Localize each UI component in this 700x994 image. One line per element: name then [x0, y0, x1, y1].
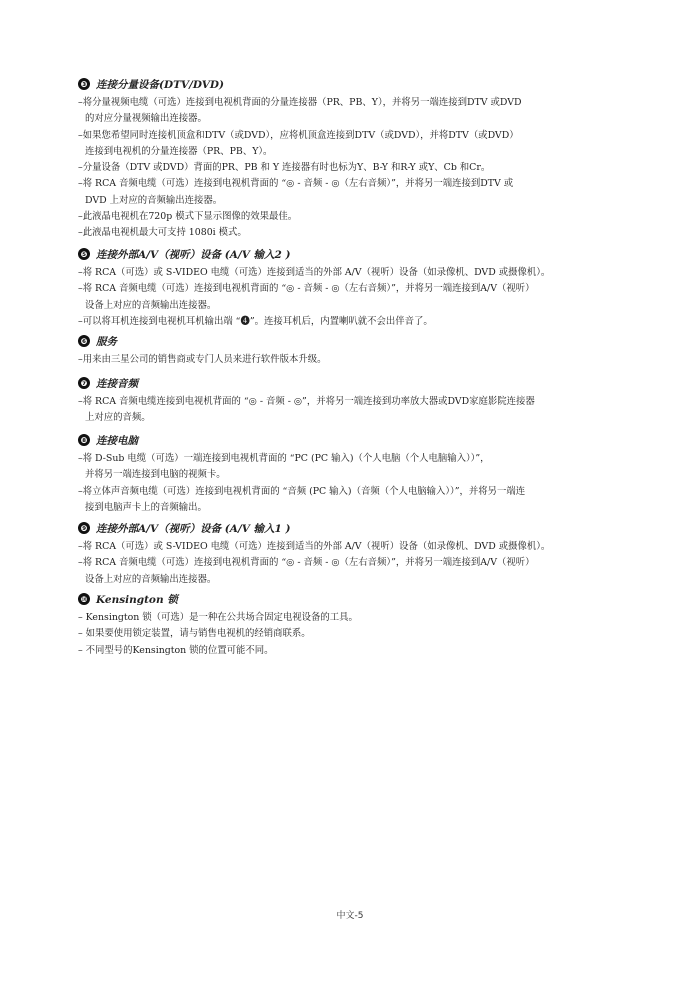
text-line: –可以将耳机连接到电视机耳机输出端 “❹”。连接耳机后，内置喇叭就不会出伴音了。 — [78, 315, 433, 327]
section — [78, 432, 648, 516]
section-number-badge: ❸ — [78, 78, 90, 90]
text-line: – 不同型号的Kensington 锁的位置可能不同。 — [78, 644, 274, 656]
text-line: –将立体声音频电缆（可选）连接到电视机背面的 “音频 (PC 输入)（音频（个人电脑输入））”，并将另一端连 — [78, 485, 526, 497]
text-line: –将 RCA 音频电缆（可选）连接到电视机背面的 “◎ - 音频 - ◎（左右音频）”，并将另一端连接到DTV 或 — [78, 178, 514, 190]
text-line: –用来由三星公司的销售商或专门人员来进行软件版本升级。 — [78, 354, 327, 365]
section-title: 服务 — [96, 335, 117, 348]
section-number-badge: ❾ — [78, 522, 90, 534]
text-line: –将 RCA 音频电缆连接到电视机背面的 “◎ - 音频 - ◎”，并将另一端连接到功率放大器或DVD家庭影院连接器 — [78, 396, 535, 407]
text-line: DVD 上对应的音频输出连接器。 — [85, 194, 223, 206]
text-line: –如果您希望同时连接机顶盒和DTV（或DVD），应将机顶盒连接到DTV（或DVD），并将DTV（或DVD） — [78, 129, 519, 141]
text-line: –将 RCA（可选）或 S-VIDEO 电缆（可选）连接到适当的外部 A/V（视听）设备（如录像机、DVD 或摄像机）。 — [78, 541, 551, 552]
section — [78, 591, 648, 659]
text-line: 设备上对应的音频输出连接器。 — [85, 299, 217, 311]
section-title: 连接外部A/V（视听）设备 (A/V 输入1 ) — [96, 522, 291, 535]
section-heading — [78, 591, 648, 607]
section-heading — [78, 246, 648, 262]
text-line: –将分量视频电缆（可选）连接到电视机背面的分量连接器（PR、PB、Y），并将另一端连接到DTV 或DVD — [78, 97, 522, 108]
section-heading — [78, 375, 648, 391]
text-line: –将 RCA 音频电缆（可选）连接到电视机背面的 “◎ - 音频 - ◎（左右音频）”，并将另一端连接到A/V（视听） — [78, 283, 535, 295]
text-line: 上对应的音频。 — [85, 412, 151, 424]
section — [78, 76, 648, 242]
section-number-badge: ❼ — [78, 377, 90, 389]
text-line: 设备上对应的音频输出连接器。 — [85, 573, 217, 585]
section-number-badge: ❽ — [78, 434, 90, 446]
section-title: 连接电脑 — [96, 434, 138, 447]
section-number-badge: ❻ — [78, 335, 90, 347]
text-line: – Kensington 锁（可选）是一种在公共场合固定电视设备的工具。 — [78, 612, 358, 623]
section-heading — [78, 520, 648, 536]
section — [78, 520, 648, 588]
text-line: –将 RCA（可选）或 S-VIDEO 电缆（可选）连接到适当的外部 A/V（视听）设备（如录像机、DVD 或摄像机）。 — [78, 267, 551, 278]
section-number-badge: ❺ — [78, 248, 90, 260]
text-line: 的对应分量视频输出连接器。 — [85, 113, 207, 125]
section-title: Kensington 锁 — [96, 593, 178, 606]
text-line: –将 D-Sub 电缆（可选）一端连接到电视机背面的 “PC (PC 输入)（个人电脑（个人电脑输入））”， — [78, 453, 490, 464]
text-line: –将 RCA 音频电缆（可选）连接到电视机背面的 “◎ - 音频 - ◎（左右音频）”，并将另一端连接到A/V（视听） — [78, 557, 535, 569]
text-line: 连接到电视机的分量连接器（PR、PB、Y）。 — [85, 145, 273, 157]
section — [78, 375, 648, 427]
text-line: –此液晶电视机在720p 模式下显示图像的效果最佳。 — [78, 211, 298, 223]
text-line: –此液晶电视机最大可支持 1080i 模式。 — [78, 227, 247, 239]
section-heading — [78, 432, 648, 448]
text-line: 接到电脑声卡上的音频输出。 — [85, 501, 207, 513]
section-heading — [78, 333, 648, 349]
text-line: –分量设备（DTV 或DVD）背面的PR、PB 和 Y 连接器有时也标为Y、B-Y 和R-Y 或Y、Cb 和Cr。 — [78, 162, 491, 174]
section — [78, 333, 648, 368]
page-number: 中文-5 — [336, 911, 364, 921]
section — [78, 246, 648, 330]
section-title: 连接外部A/V（视听）设备 (A/V 输入2 ) — [96, 248, 291, 261]
section-number-badge: ❿ — [78, 593, 90, 605]
section-heading — [78, 76, 648, 92]
text-line: 并将另一端连接到电脑的视频卡。 — [85, 469, 226, 481]
section-title: 连接分量设备(DTV/DVD) — [96, 78, 225, 91]
text-line: – 如果要使用锁定装置，请与销售电视机的经销商联系。 — [78, 628, 311, 640]
section-title: 连接音频 — [96, 377, 138, 390]
